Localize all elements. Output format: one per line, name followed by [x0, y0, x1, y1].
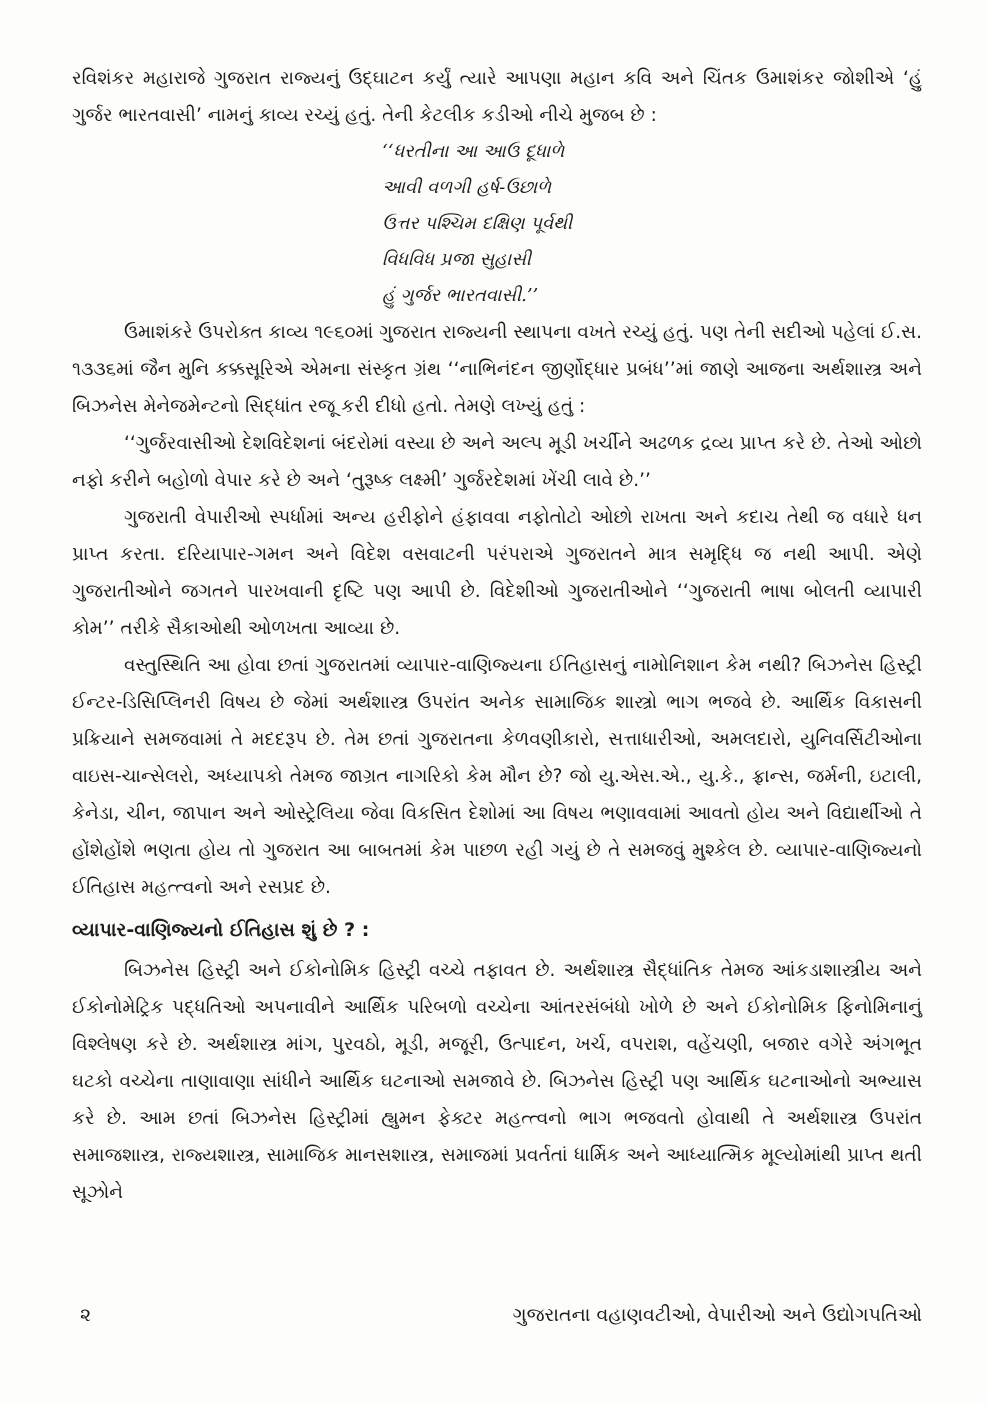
paragraph-intro: રવિશંકર મહારાજે ગુજરાત રાજ્યનું ઉદ્ઘાટન કર્યું ત્યારે આપણા મહાન કવિ અને ચિંતક ઉમાશંકર જોશીએ ‘હું ગુર્જર ભારતવાસી’ નામનું કાવ્ય રચ્યું હતું. તેની કેટલીક કડીઓ નીચે મુજબ છે :: [72, 68, 922, 126]
page-footer: [72, 1298, 922, 1338]
poem-line: ‘‘ધરતીના આ આઉ દૂધાળે: [382, 141, 565, 162]
paragraph-business-history: બિઝનેસ હિસ્ટ્રી અને ઈકોનોમિક હિસ્ટ્રી વચ્ચે તફાવત છે. અર્થશાસ્ત્ર સૈદ્ધાંતિક તેમજ આંકડાશાસ્ત્રીય અને ઈકોનોમેટ્રિક પદ્ધતિઓ અપનાવીને આર્થિક પરિબળો વચ્ચેના આંતરસંબંધો ખોળે છે અને ઈકોનોમિક ફિનોમિનાનું વિશ્લેષણ કરે છે. અર્થશાસ્ત્ર માંગ, પુરવઠો, મૂડી, મજૂરી, ઉત્પાદન, ખર્ચ, વપરાશ, વહેંચણી, બજાર વગેરે અંગભૂત ઘટકો વચ્ચેના તાણાવાણા સાંધીને આર્થિક ઘટનાઓ સમજાવે છે. બિઝનેસ હિસ્ટ્રી પણ આર્થિક ઘટનાઓનો અભ્યાસ કરે છે. આમ છતાં બિઝનેસ હિસ્ટ્રીમાં હ્યુમન ફેક્ટર મહત્ત્વનો ભાગ ભજવતો હોવાથી તે અર્થશાસ્ત્ર ઉપરાંત સમાજશાસ્ત્ર, રાજ્યશાસ્ત્ર, સામાજિક માનસશાસ્ત્ર, સમાજમાં પ્રવર્તતાં ધાર્મિક અને આધ્યાત્મિક મૂલ્યોમાંથી પ્રાપ્ત થતી સૂઝોને: [72, 960, 922, 1203]
page-body: [72, 60, 922, 1360]
running-title: ગુજરાતના વહાણવટીઓ, વેપારીઓ અને ઉદ્યોગપતિઓ: [512, 1304, 922, 1326]
poem-line: આવી વળગી હર્ષ-ઉછાળે: [382, 177, 552, 198]
paragraph-traders: ગુજરાતી વેપારીઓ સ્પર્ધામાં અન્ય હરીફોને હંફાવવા નફોતોટો ઓછો રાખતા અને કદાચ તેથી જ વધારે ધન પ્રાપ્ત કરતા. દરિયાપાર-ગમન અને વિદેશ વસવાટની પરંપરાએ ગુજરાતને માત્ર સમૃદ્ધિ જ નથી આપી. એણે ગુજરાતીઓને જગતને પારખવાની દૃષ્ટિ પણ આપી છે. વિદેશીઓ ગુજરાતીઓને ‘‘ગુજરાતી ભાષા બોલતી વ્યાપારી કોમ’’ તરીકે સૈકાઓથી ઓળખતા આવ્યા છે.: [72, 507, 922, 639]
poem-block: [382, 134, 922, 314]
section-heading: વ્યાપાર-વાણિજ્યનો ઈતિહાસ શું છે ? :: [72, 919, 370, 941]
poem-line: વિધવિધ પ્રજા સુહાસી: [382, 249, 532, 270]
paragraph-history: ઉમાશંકરે ઉપરોક્ત કાવ્ય ૧૯૬૦માં ગુજરાત રાજ્યની સ્થાપના વખતે રચ્યું હતું. પણ તેની સદીઓ પહેલાં ઈ.સ. ૧૩૩૬માં જૈન મુનિ કક્કસૂરિએ એમના સંસ્કૃત ગ્રંથ ‘‘નાભિનંદન જીર્ણોદ્ધાર પ્રબંધ’’માં જાણે આજના અર્થશાસ્ત્ર અને બિઝનેસ મેનેજમેન્ટનો સિદ્ધાંત રજૂ કરી દીધો હતો. તેમણે લખ્યું હતું :: [72, 322, 922, 417]
paragraph-quote: ‘‘ગુર્જરવાસીઓ દેશવિદેશનાં બંદરોમાં વસ્યા છે અને અલ્પ મૂડી ખર્ચીને અઢળક દ્રવ્ય પ્રાપ્ત કરે છે. તેઓ ઓછો નફો કરીને બહોળો વેપાર કરે છે અને ‘તુરૂષ્ક લક્ષ્મી’ ગુર્જરદેશમાં ખેંચી લાવે છે.’’: [72, 433, 922, 491]
page-number: ૨: [80, 1304, 92, 1326]
poem-line: હું ગુર્જર ભારતવાસી.’’: [382, 285, 539, 306]
poem-line: ઉત્તર પશ્ચિમ દક્ષિણ પૂર્વથી: [382, 213, 573, 234]
paragraph-situation: વસ્તુસ્થિતિ આ હોવા છતાં ગુજરાતમાં વ્યાપાર-વાણિજ્યના ઈતિહાસનું નામોનિશાન કેમ નથી? બિઝનેસ હિસ્ટ્રી ઈન્ટર-ડિસિપ્લિનરી વિષય છે જેમાં અર્થશાસ્ત્ર ઉપરાંત અનેક સામાજિક શાસ્ત્રો ભાગ ભજવે છે. આર્થિક વિકાસની પ્રક્રિયાને સમજવામાં તે મદદરૂપ છે. તેમ છતાં ગુજરાતના કેળવણીકારો, સત્તાધારીઓ, અમલદારો, યુનિવર્સિટીઓના વાઇસ-ચાન્સેલરો, અધ્યાપકો તેમજ જાગ્રત નાગરિકો કેમ મૌન છે? જો યુ.એસ.એ., યુ.કે., ફ્રાન્સ, જર્મની, ઇટાલી, કેનેડા, ચીન, જાપાન અને ઓસ્ટ્રેલિયા જેવા વિકસિત દેશોમાં આ વિષય ભણાવવામાં આવતો હોય અને વિદ્યાર્થીઓ તે હોંશેહોંશે ભણતા હોય તો ગુજરાત આ બાબતમાં કેમ પાછળ રહી ગયું છે તે સમજવું મુશ્કેલ છે. વ્યાપાર-વાણિજ્યનો ઈતિહાસ મહત્ત્વનો અને રસપ્રદ છે.: [72, 655, 922, 898]
